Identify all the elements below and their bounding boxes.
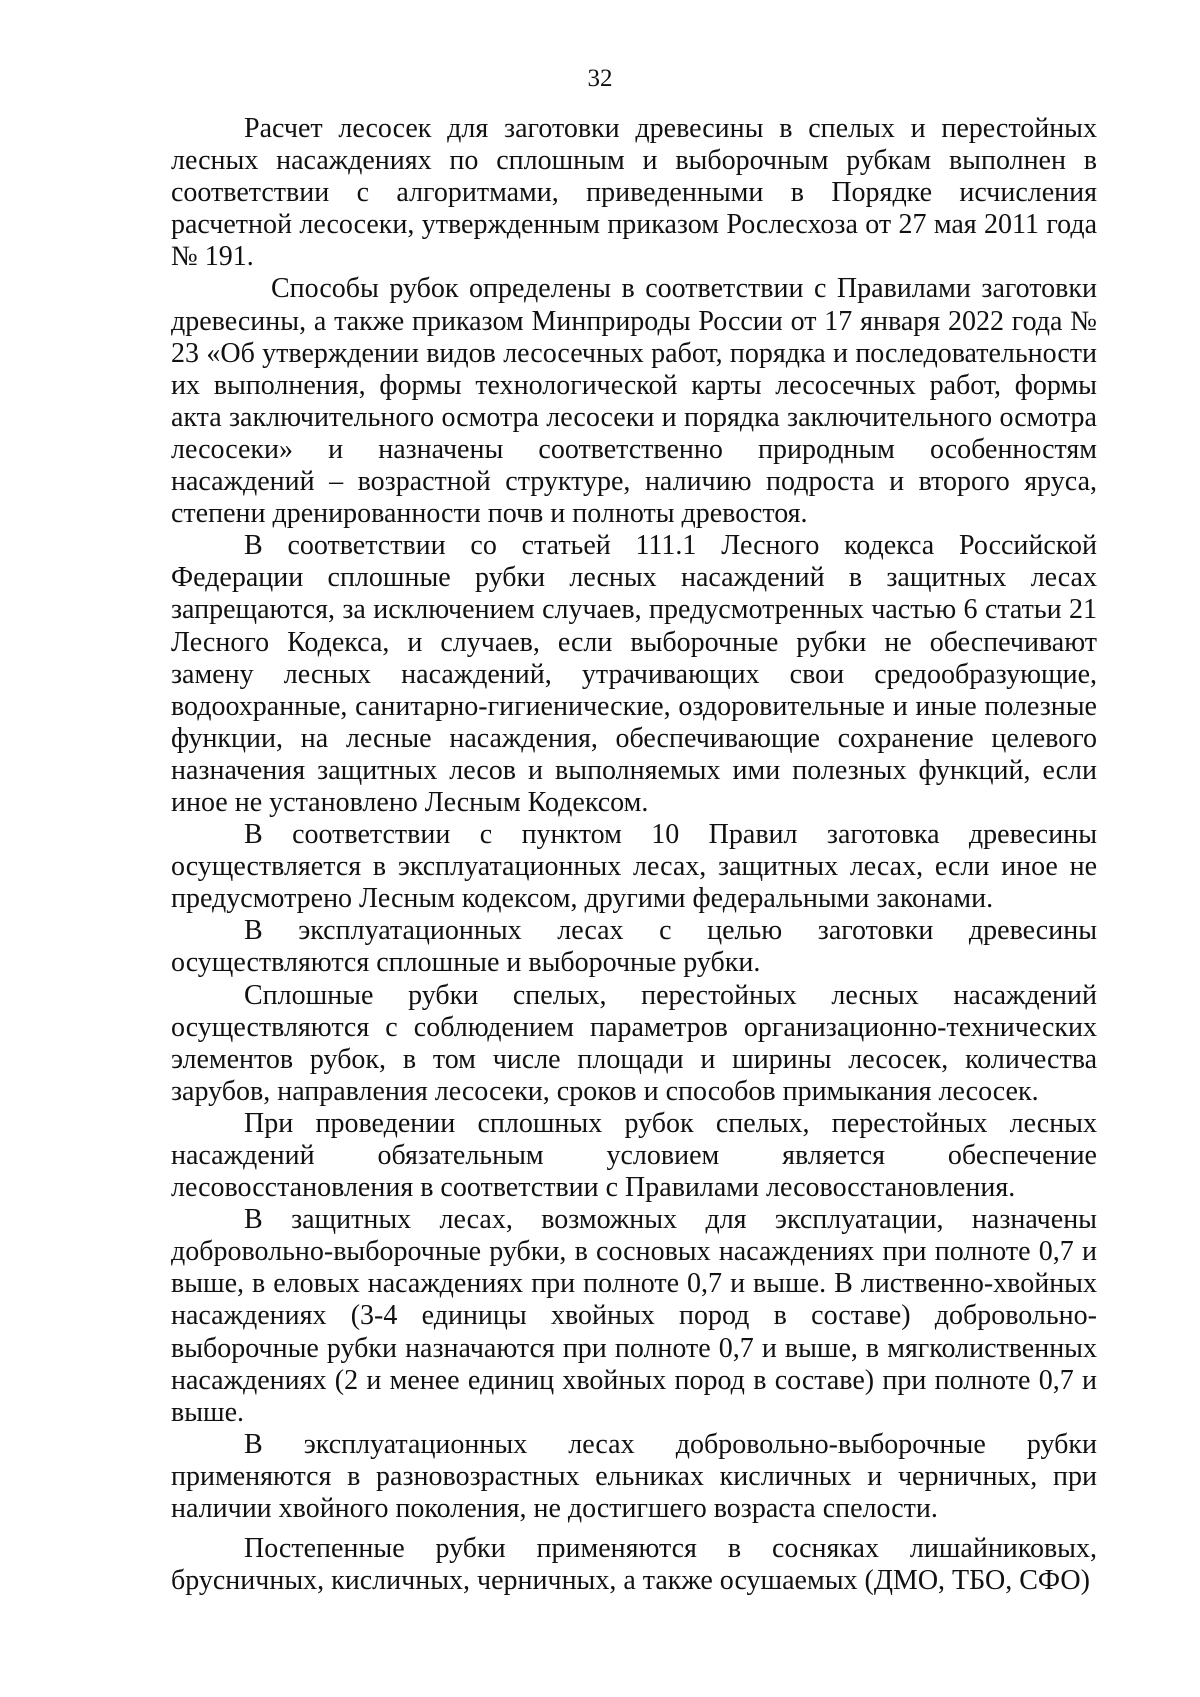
paragraph-reforestation-condition: При проведении сплошных рубок спелых, перестойных лесных насаждений обязательным условием является обеспечение лесовосстановления в соответствии с Правилами лесовосстановления.	[171, 1107, 1097, 1204]
paragraph-exploitation-forests: В эксплуатационных лесах с целью заготовки древесины осуществляются сплошные и выборочные рубки.	[171, 915, 1097, 979]
paragraph-protective-forests: В защитных лесах, возможных для эксплуатации, назначены добровольно-выборочные рубки, в сосновых насаждениях при полноте 0,7 и выше, в еловых насаждениях при полноте 0,7 и выше. В лиственно-хвойных насаждениях (3-4 единицы хвойных пород в составе) добровольно-выборочные рубки назначаются при полноте 0,7 и выше, в мягколиственных насаждениях (2 и менее единиц хвойных пород в составе) при полноте 0,7 и выше.	[171, 1204, 1097, 1428]
document-body	[171, 113, 1097, 1597]
paragraph-cutting-methods: Способы рубок определены в соответствии с Правилами заготовки древесины, а также приказом Минприроды России от 17 января 2022 года № 23 «Об утверждении видов лесосечных работ, порядка и последовательности их выполнения, формы технологической карты лесосечных работ, формы акта заключительного осмотра лесосеки и порядка заключительного осмотра лесосеки» и назначены соответственно природным особенностям насаждений – возрастной структуре, наличию подроста и второго яруса, степени дренированности почв и полноты древостоя.	[171, 273, 1097, 530]
paragraph-clear-cutting: Сплошные рубки спелых, перестойных лесных насаждений осуществляются с соблюдением параметров организационно-технических элементов рубок, в том числе площади и ширины лесосек, количества зарубов, направления лесосеки, сроков и способов примыкания лесосек.	[171, 979, 1097, 1107]
page-number: 32	[587, 65, 613, 92]
paragraph-article-111-1: В соответствии со статьей 111.1 Лесного кодекса Российской Федерации сплошные рубки лесных насаждений в защитных лесах запрещаются, за исключением случаев, предусмотренных частью 6 статьи 21 Лесного Кодекса, и случаев, если выборочные рубки не обеспечивают замену лесных насаждений, утрачивающих свои средообразующие, водоохранные, санитарно-гигиенические, оздоровительные и иные полезные функции, на лесные насаждения, обеспечивающие сохранение целевого назначения защитных лесов и выполняемых ими полезных функций, если иное не установлено Лесным Кодексом.	[171, 530, 1097, 818]
paragraph-voluntary-selective: В эксплуатационных лесах добровольно-выборочные рубки применяются в разновозрастных ельниках кисличных и черничных, при наличии хвойного поколения, не достигшего возраста спелости.	[171, 1428, 1097, 1525]
paragraph-gradual-cutting: Постепенные рубки применяются в сосняках лишайниковых, брусничных, кисличных, черничных, а также осушаемых (ДМО, ТБО, СФО)	[171, 1533, 1097, 1597]
paragraph-lesoseki-calculation: Расчет лесосек для заготовки древесины в спелых и перестойных лесных насаждениях по сплошным и выборочным рубкам выполнен в соответствии с алгоритмами, приведенными в Порядке исчисления расчетной лесосеки, утвержденным приказом Рослесхоза от 27 мая 2011 года № 191.	[171, 113, 1097, 273]
paragraph-rule-10: В соответствии с пунктом 10 Правил заготовка древесины осуществляется в эксплуатационных лесах, защитных лесах, если иное не предусмотрено Лесным кодексом, другими федеральными законами.	[171, 819, 1097, 915]
